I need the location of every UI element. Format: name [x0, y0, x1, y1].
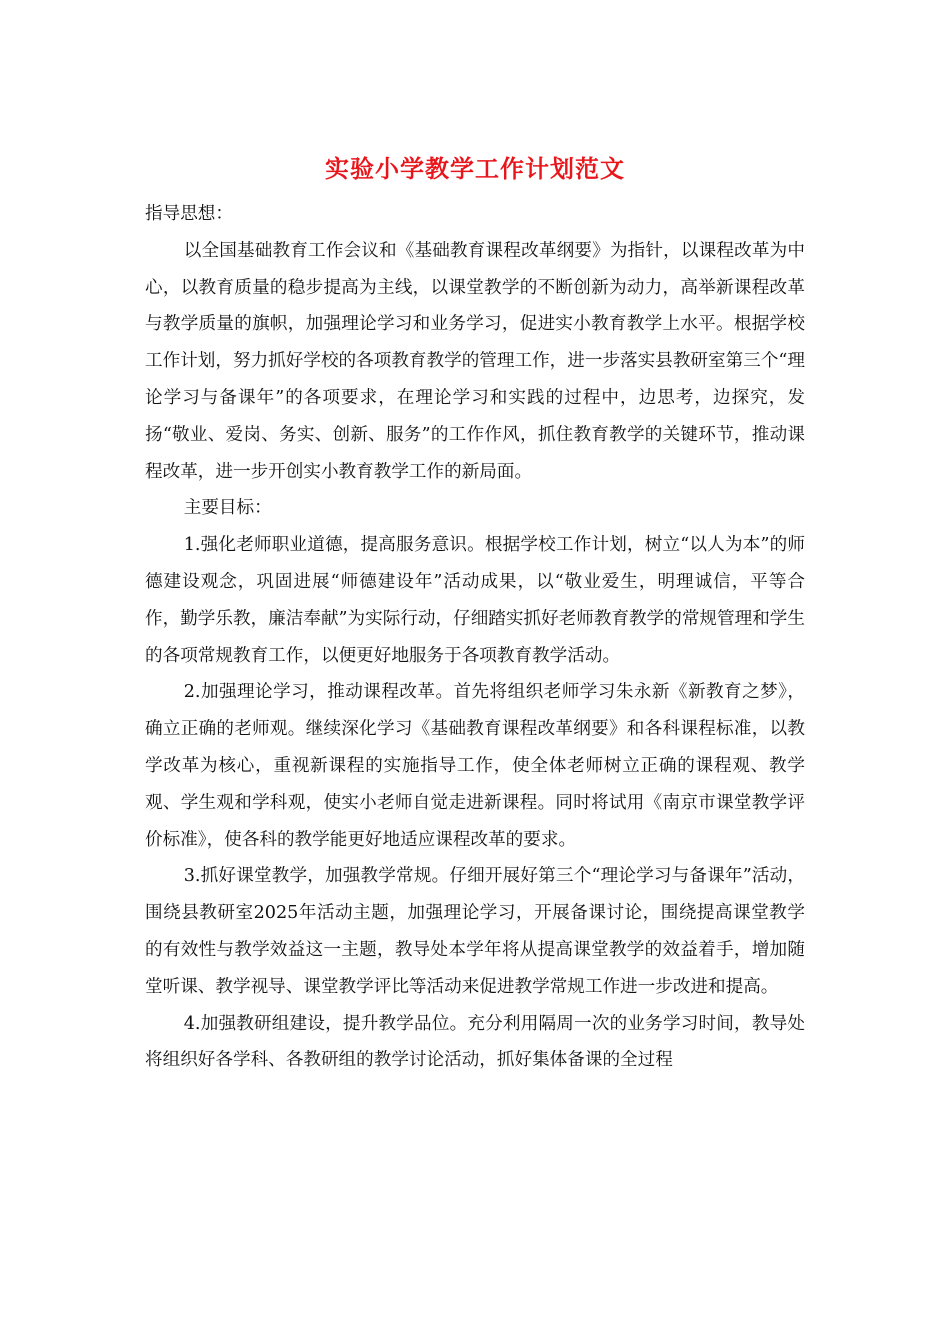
section-heading-guiding-thought: 指导思想：	[145, 204, 233, 224]
paragraph-guiding-thought: 以全国基础教育工作会议和《基础教育课程改革纲要》为指针，以课程改革为中心，以教育质量的稳步提高为主线，以课堂教学的不断创新为动力，高举新课程改革与教学质量的旗帜，加强理论学习和业务学习，促进实小教育教学上水平。根据学校工作计划，努力抓好学校的各项教育教学的管理工作，进一步落实县教研室第三个“理论学习与备课年”的各项要求，在理论学习和实践的过程中，边思考，边探究，发扬“敬业、爱岗、务实、创新、服务”的工作作风，抓住教育教学的关键环节，推动课程改革，进一步开创实小教育教学工作的新局面。	[145, 240, 805, 482]
paragraph-goal-4: 4.加强教研组建设，提升教学品位。充分利用隔周一次的业务学习时间，教导处将组织好各学科、各教研组的教学讨论活动，抓好集体备课的全过程	[145, 1013, 805, 1071]
document-title: 实验小学教学工作计划范文	[325, 154, 625, 183]
paragraph-goal-1: 1.强化老师职业道德，提高服务意识。根据学校工作计划，树立“以人为本”的师德建设观念，巩固进展“师德建设年”活动成果，以“敬业爱生，明理诚信，平等合作，勤学乐教，廉洁奉献”为实际行动，仔细踏实抓好老师教育教学的常规管理和学生的各项常规教育工作，以便更好地服务于各项教育教学活动。	[145, 535, 805, 666]
document-body	[145, 196, 805, 1079]
paragraph-goal-3: 3.抓好课堂教学，加强教学常规。仔细开展好第三个“理论学习与备课年”活动，围绕县教研室2025年活动主题，加强理论学习，开展备课讨论，围绕提高课堂教学的有效性与教学效益这一主题，教导处本学年将从提高课堂教学的效益着手，增加随堂听课、教学视导、课堂教学评比等活动来促进教学常规工作进一步改进和提高。	[145, 866, 805, 997]
paragraph-goal-2: 2.加强理论学习，推动课程改革。首先将组织老师学习朱永新《新教育之梦》，确立正确的老师观。继续深化学习《基础教育课程改革纲要》和各科课程标准，以教学改革为核心，重视新课程的实施指导工作，使全体老师树立正确的课程观、教学观、学生观和学科观，使实小老师自觉走进新课程。同时将试用《南京市课堂教学评价标准》，使各科的教学能更好地适应课程改革的要求。	[145, 682, 805, 850]
section-heading-main-goals: 主要目标：	[183, 498, 272, 519]
